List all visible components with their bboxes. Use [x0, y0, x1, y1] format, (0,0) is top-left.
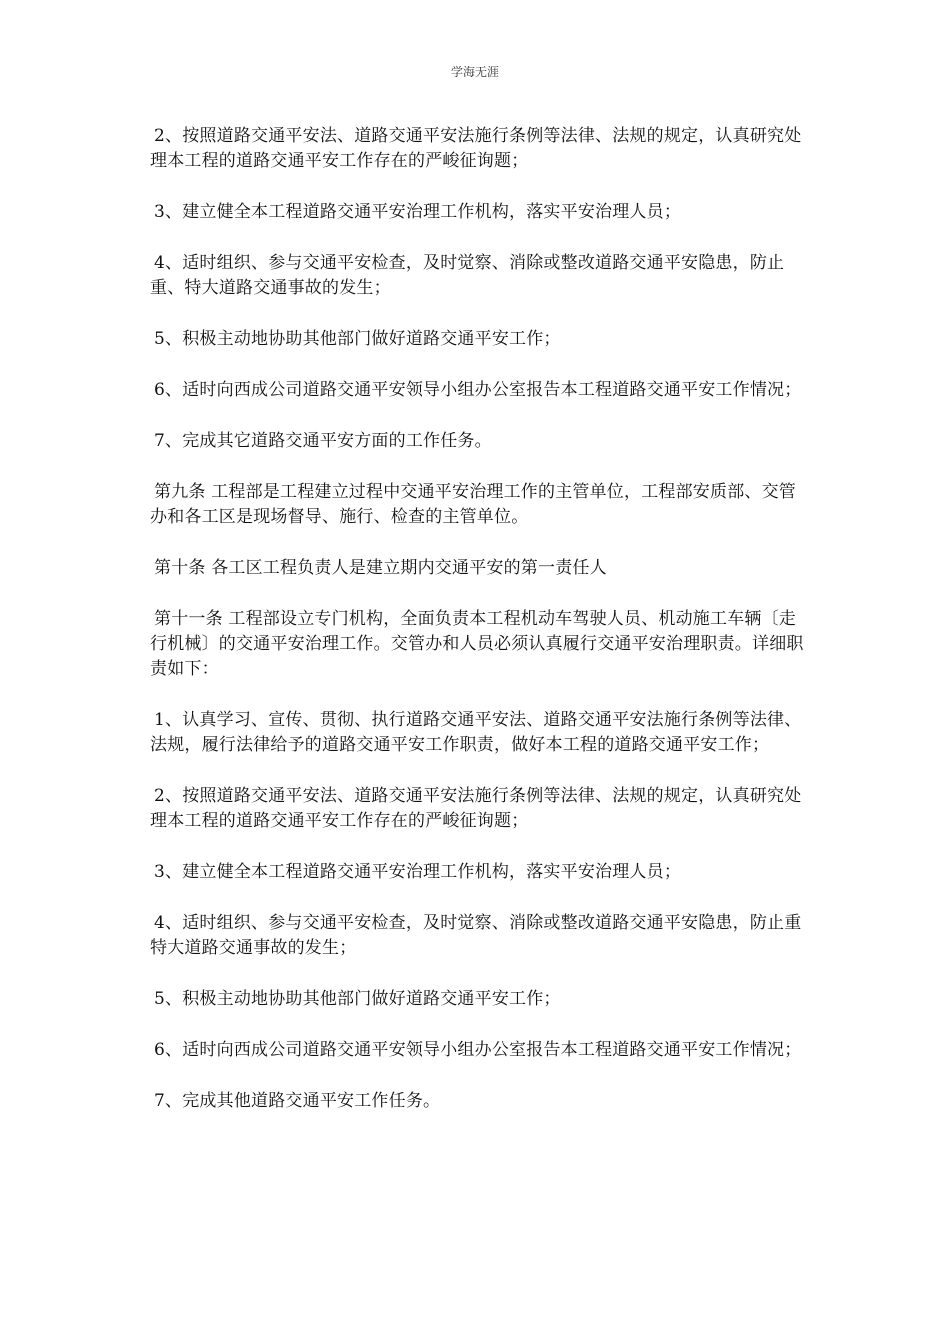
page-header: 学海无涯: [450, 65, 499, 79]
paragraph: 6、适时向西成公司道路交通平安领导小组办公室报告本工程道路交通平安工作情况；: [154, 380, 802, 400]
paragraph: 5、积极主动地协助其他部门做好道路交通平安工作；: [154, 329, 561, 349]
paragraph: 4、适时组织、参与交通平安检查，及时觉察、消除或整改道路交通平安隐患，防止重、特大道路交通事故的发生；: [150, 253, 785, 298]
paragraph: 第十条 各工区工程负责人是建立期内交通平安的第一责任人: [154, 558, 607, 578]
paragraph: 7、完成其他道路交通平安工作任务。: [154, 1091, 441, 1111]
paragraph: 第九条 工程部是工程建立过程中交通平安治理工作的主管单位，工程部安质部、交管办和各工区是现场督导、施行、检查的主管单位。: [150, 482, 797, 527]
paragraph: 第十一条 工程部设立专门机构，全面负责本工程机动车驾驶人员、机动施工车辆〔走行机械〕的交通平安治理工作。交管办和人员必须认真履行交通平安治理职责。详细职责如下：: [150, 609, 804, 679]
paragraph: 3、建立健全本工程道路交通平安治理工作机构，落实平安治理人员；: [154, 202, 682, 222]
paragraph: 3、建立健全本工程道路交通平安治理工作机构，落实平安治理人员；: [154, 862, 682, 882]
paragraph: 5、积极主动地协助其他部门做好道路交通平安工作；: [154, 989, 561, 1009]
paragraph: 4、适时组织、参与交通平安检查，及时觉察、消除或整改道路交通平安隐患，防止重特大道路交通事故的发生；: [150, 913, 802, 958]
paragraph: 2、按照道路交通平安法、道路交通平安法施行条例等法律、法规的规定，认真研究处理本工程的道路交通平安工作存在的严峻征询题；: [150, 126, 802, 171]
paragraph: 7、完成其它道路交通平安方面的工作任务。: [154, 431, 492, 451]
paragraph: 1、认真学习、宣传、贯彻、执行道路交通平安法、道路交通平安法施行条例等法律、法规，履行法律给予的道路交通平安工作职责，做好本工程的道路交通平安工作；: [150, 710, 802, 755]
paragraph: 6、适时向西成公司道路交通平安领导小组办公室报告本工程道路交通平安工作情况；: [154, 1040, 802, 1060]
document-body: [150, 124, 810, 1140]
paragraph: 2、按照道路交通平安法、道路交通平安法施行条例等法律、法规的规定，认真研究处理本工程的道路交通平安工作存在的严峻征询题；: [150, 786, 802, 831]
